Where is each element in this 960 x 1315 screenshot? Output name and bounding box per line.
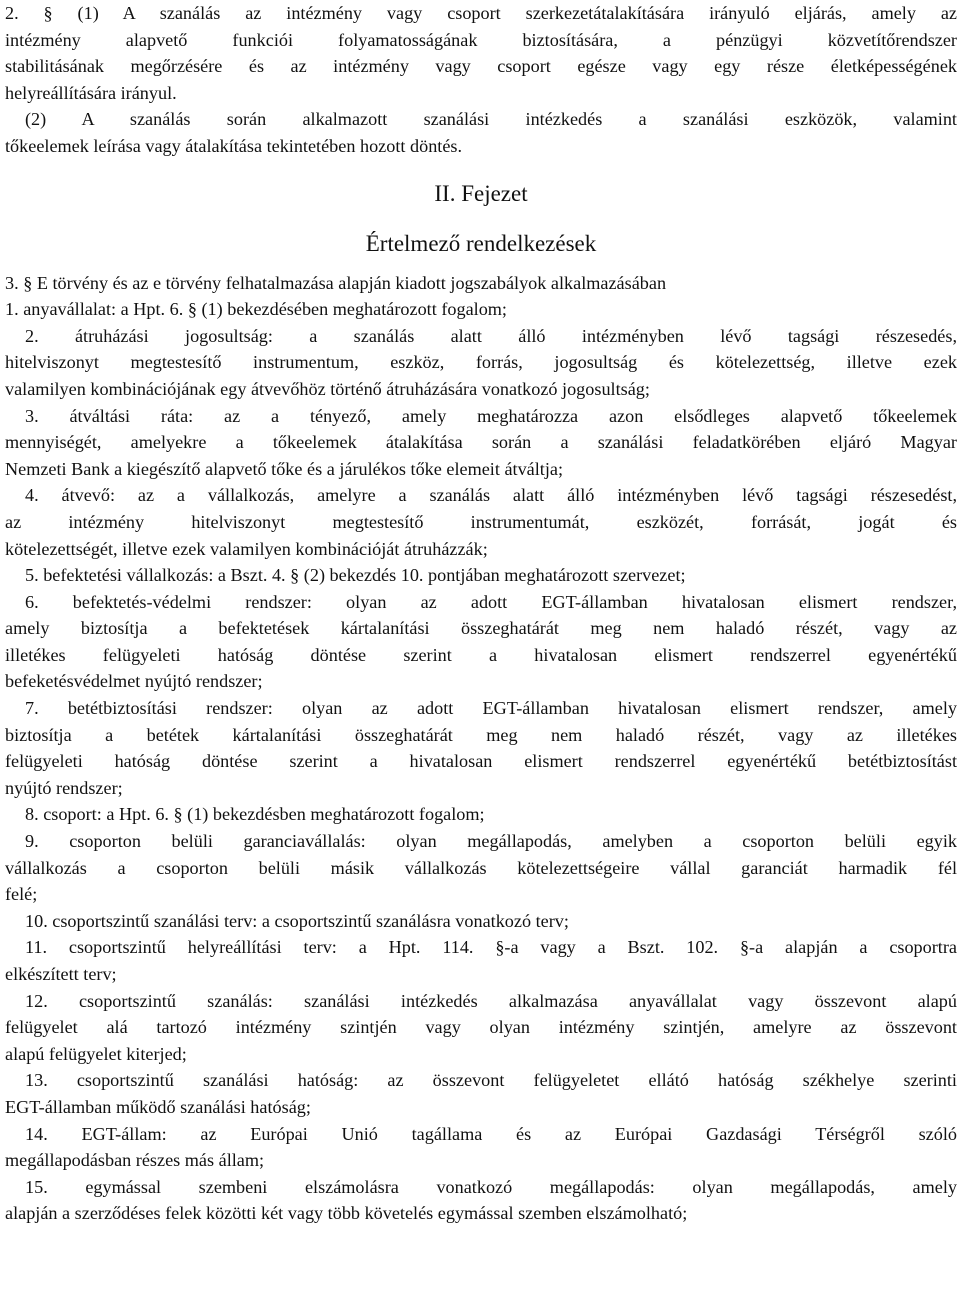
text-line: biztosítja a betétek kártalanítási összeghatárát meg nem haladó részét, vagy az illetékes [5, 724, 957, 745]
definition-8: 8. csoport: a Hpt. 6. § (1) bekezdésben meghatározott fogalom; [25, 804, 485, 825]
definition-3 [5, 403, 957, 483]
text-line: vállalkozás a csoporton belüli másik vállalkozás kötelezettségeire vállal garanciát harmadik fél [5, 857, 957, 878]
text-line: 2. átruházási jogosultság: a szanálás alatt álló intézményben lévő tagsági részesedés, [25, 325, 957, 346]
text-line: 2. § (1) A szanálás az intézmény vagy csoport szerkezetátalakítására irányuló eljárás, amely az [5, 3, 957, 23]
text-line: 15. egymással szembeni elszámolásra vonatkozó megállapodás: olyan megállapodás, amely [25, 1176, 957, 1197]
text-line: az intézmény hitelviszonyt megtestesítő instrumentumát, eszközét, forrását, jogát és [5, 511, 957, 532]
definition-1: 1. anyavállalat: a Hpt. 6. § (1) bekezdésében meghatározott fogalom; [5, 299, 507, 320]
text-line: 11. csoportszintű helyreállítási terv: a Hpt. 114. §-a vagy a Bszt. 102. §-a alapján a csoportra [25, 937, 957, 958]
text-line: Nemzeti Bank a kiegészítő alapvető tőke és a járulékos tőke elemeit átváltja; [5, 458, 564, 479]
definition-5: 5. befektetési vállalkozás: a Bszt. 4. § (2) bekezdés 10. pontjában meghatározott szervezet; [25, 565, 686, 586]
definition-9 [5, 828, 957, 908]
text-line: 9. csoporton belüli garanciavállalás: olyan megállapodás, amelyben a csoporton belüli egyik [25, 831, 957, 852]
text-line: 12. csoportszintű szanálás: szanálási intézkedés alkalmazása anyavállalat vagy összevont alapú [25, 990, 957, 1011]
text-line: alapú felügyelet kiterjed; [5, 1043, 187, 1064]
text-line: intézmény alapvető funkciói folyamatosságának biztosítására, a pénzügyi közvetítőrendszer [5, 29, 957, 50]
definition-4 [5, 482, 957, 562]
section-3-intro: 3. § E törvény és az e törvény felhatalmazása alapján kiadott jogszabályok alkalmazásában [5, 272, 667, 293]
text-line: mennyiségét, amelyekre a tőkeelemek átalakítása során a szanálási feladatkörében eljáró Magyar [5, 432, 957, 453]
text-line: kötelezettségét, illetve ezek valamilyen kombinációját átruházzák; [5, 538, 488, 559]
text-line: EGT-államban működő szanálási hatóság; [5, 1096, 311, 1117]
section-3 [5, 270, 957, 1227]
chapter-title: Értelmező rendelkezések [365, 230, 597, 256]
text-line: nyújtó rendszer; [5, 777, 123, 798]
text-line: 7. betétbiztosítási rendszer: olyan az adott EGT-államban hivatalosan elismert rendszer, amely [25, 698, 957, 719]
definition-7 [5, 695, 957, 801]
definition-2 [5, 323, 957, 403]
text-line: 3. átváltási ráta: az a tényező, amely meghatározza azon elsődleges alapvető tőkeelemek [25, 405, 957, 426]
text-line: alapján a szerződéses felek közötti két vagy több követelés egymással szemben elszámolható; [5, 1203, 688, 1224]
definition-15 [5, 1174, 957, 1227]
text-line: illetékes felügyeleti hatóság döntése szerint a hivatalosan elismert rendszerrel egyenértékű [5, 644, 957, 665]
chapter-number: II. Fejezet [434, 180, 528, 206]
text-line: helyreállítására irányul. [5, 82, 177, 103]
text-line: 6. befektetés-védelmi rendszer: olyan az adott EGT-államban hivatalosan elismert rendszer, [25, 591, 957, 612]
section-2 [5, 0, 957, 160]
text-line: felügyelet alá tartozó intézmény szintjén vagy olyan intézmény szintjén, amelyre az összevont [5, 1017, 957, 1038]
definition-11 [5, 934, 957, 987]
text-line: hitelviszonyt megtestesítő instrumentum, eszköz, forrás, jogosultság és kötelezettség, illetve ezek [5, 352, 957, 373]
text-line: befeketésvédelmet nyújtó rendszer; [5, 671, 263, 692]
definition-6 [5, 589, 957, 695]
text-line: tőkeelemek leírása vagy átalakítása tekintetében hozott döntés. [5, 135, 463, 156]
text-line: valamilyen kombinációjának egy átvevőhöz történő átruházására vonatkozó jogosultság; [5, 378, 650, 399]
text-line: elkészített terv; [5, 964, 117, 984]
text-line: 14. EGT-állam: az Európai Unió tagállama és az Európai Gazdasági Térségről szóló [25, 1123, 957, 1144]
definition-10: 10. csoportszintű szanálási terv: a csoportszintű szanálásra vonatkozó terv; [25, 910, 569, 931]
text-line: 13. csoportszintű szanálási hatóság: az összevont felügyeletet ellátó hatóság székhelye szerinti [25, 1070, 957, 1091]
text-line: amely biztosítja a befektetések kártalanítási összeghatárát meg nem haladó részét, vagy az [5, 618, 957, 639]
text-line: (2) A szanálás során alkalmazott szanálási intézkedés a szanálási eszközök, valamint [25, 109, 957, 130]
text-line: felé; [5, 884, 38, 905]
text-line: felügyeleti hatóság döntése szerint a hivatalosan elismert rendszerrel egyenértékű betétbiztosítást [5, 751, 957, 772]
text-line: megállapodásban részes más állam; [5, 1150, 265, 1171]
definition-13 [5, 1067, 957, 1120]
definition-12 [5, 988, 957, 1068]
text-line: 4. átvevő: az a vállalkozás, amelyre a szanálás alatt álló intézményben lévő tagsági részesedést, [25, 485, 957, 506]
text-line: stabilitásának megőrzésére és az intézmény vagy csoport egésze vagy egy része életképességének [5, 56, 957, 77]
definition-14 [5, 1121, 957, 1174]
